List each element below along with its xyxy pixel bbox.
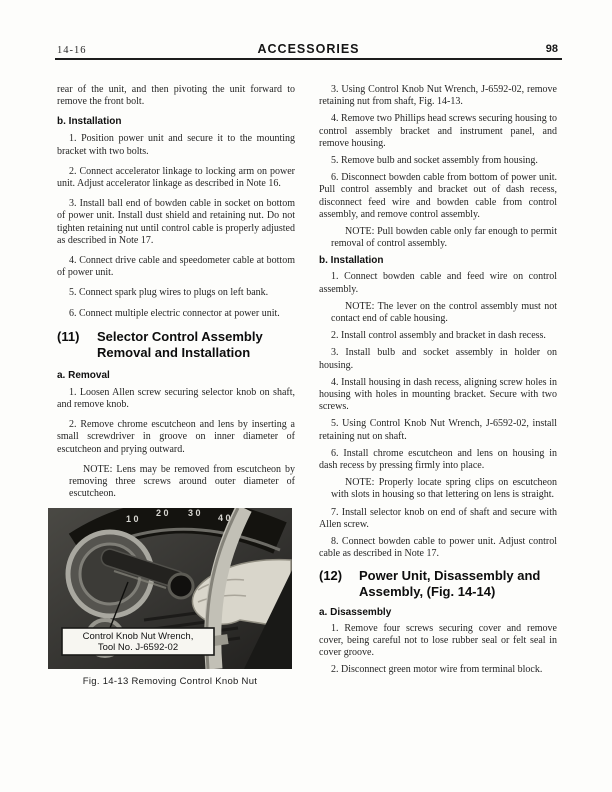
numbered-step: 1. Remove four screws securing cover and remove cover, being careful not to lose rubber seal or felt seal in cover groove. bbox=[319, 622, 557, 658]
numbered-step: 4. Remove two Phillips head screws securing housing to control assembly bracket and instrument panel, and remove housing. bbox=[319, 113, 557, 149]
section-heading-line1: Selector Control Assembly bbox=[97, 328, 263, 344]
subsection-heading: a. Disassembly bbox=[319, 606, 392, 618]
section-heading-number: (11) bbox=[57, 328, 80, 344]
numbered-step: 5. Remove bulb and socket assembly from housing. bbox=[331, 155, 538, 167]
numbered-step: 4. Connect drive cable and speedometer cable at bottom of power unit. bbox=[57, 255, 295, 279]
numbered-step: 3. Using Control Knob Nut Wrench, J-6592-02, remove retaining nut from shaft, Fig. 14-13. bbox=[319, 84, 557, 108]
page-number: 98 bbox=[545, 43, 558, 55]
figure-14-13 bbox=[48, 508, 292, 687]
paragraph: rear of the unit, and then pivoting the unit forward to remove the front bolt. bbox=[57, 84, 295, 108]
numbered-step: 6. Disconnect bowden cable from bottom of power unit. Pull control assembly and bracket out of dash recess, disconnect feed wire and bowden cable from control assembly, and remove control assembly. bbox=[319, 172, 557, 220]
subsection-heading: b. Installation bbox=[319, 255, 384, 267]
numbered-step: 3. Install bulb and socket assembly in holder on housing. bbox=[319, 347, 557, 371]
section-heading-title bbox=[97, 329, 295, 362]
subsection-heading: a. Removal bbox=[57, 369, 110, 381]
running-header bbox=[57, 42, 560, 58]
numbered-step: 5. Connect spark plug wires to plugs on left bank. bbox=[69, 287, 269, 299]
numbered-step: 2. Connect accelerator linkage to locking arm on power unit. Adjust accelerator linkage as described in Note 16. bbox=[57, 165, 295, 190]
numbered-step: 5. Using Control Knob Nut Wrench, J-6592-02, install retaining nut on shaft. bbox=[319, 418, 557, 442]
numbered-step: 2. Install control assembly and bracket in dash recess. bbox=[331, 330, 546, 342]
section-heading bbox=[57, 329, 295, 362]
section-heading-line1: Power Unit, Disassembly and bbox=[359, 567, 541, 583]
note-paragraph: NOTE: Properly locate spring clips on escutcheon with slots in housing so that lettering on lens is straight. bbox=[331, 477, 557, 501]
section-heading-line2: Assembly, (Fig. 14-14) bbox=[359, 584, 496, 599]
numbered-step: 2. Remove chrome escutcheon and lens by inserting a small screwdriver in groove on inner diameter of escutcheon and prying outward. bbox=[57, 419, 295, 455]
two-column-body bbox=[57, 84, 557, 687]
section-number: 14-16 bbox=[57, 45, 87, 56]
numbered-step: 2. Disconnect green motor wire from terminal block. bbox=[331, 664, 543, 676]
numbered-step: 3. Install ball end of bowden cable in socket on bottom of power unit. Install dust shield and retaining nut. Do not tighten retaining nut until control cable is properly adjusted as described in Note 17. bbox=[57, 198, 295, 246]
numbered-step: 4. Install housing in dash recess, aligning screw holes in housing with holes in mounting bracket. Secure with two screws. bbox=[319, 376, 557, 413]
page-title: ACCESSORIES bbox=[257, 42, 360, 56]
section-heading-number: (12) bbox=[319, 567, 343, 583]
numbered-step: 8. Connect bowden cable to power unit. Adjust control cable as described in Note 17. bbox=[319, 536, 557, 560]
svg-text:4 0: 4 0 bbox=[218, 513, 231, 524]
section-heading-title bbox=[359, 568, 557, 601]
figure-caption: Fig. 14-13 Removing Control Knob Nut bbox=[82, 676, 258, 688]
numbered-step: 6. Connect multiple electric connector at power unit. bbox=[69, 307, 280, 319]
numbered-step: 1. Connect bowden cable and feed wire on control assembly. bbox=[319, 271, 557, 295]
section-heading bbox=[319, 568, 557, 601]
photo-label-line2: Tool No. J-6592-02 bbox=[97, 642, 179, 654]
numbered-step: 7. Install selector knob on end of shaft and secure with Allen screw. bbox=[319, 506, 557, 530]
numbered-step: 1. Loosen Allen screw securing selector knob on shaft, and remove knob. bbox=[57, 386, 295, 411]
photo-label-line1: Control Knob Nut Wrench, bbox=[82, 631, 194, 643]
svg-text:3 0: 3 0 bbox=[188, 508, 201, 519]
subsection-heading: b. Installation bbox=[57, 116, 122, 128]
svg-text:2 0: 2 0 bbox=[156, 508, 169, 519]
note-paragraph: NOTE: Lens may be removed from escutcheon by removing three screws around outer diameter of escutcheon. bbox=[69, 463, 295, 500]
left-column bbox=[57, 84, 295, 687]
note-paragraph: NOTE: Pull bowden cable only far enough to permit removal of control assembly. bbox=[331, 226, 557, 250]
numbered-step: 6. Install chrome escutcheon and lens on housing in dash recess by pressing firmly into place. bbox=[319, 447, 557, 472]
numbered-step: 1. Position power unit and secure it to the mounting bracket with two bolts. bbox=[57, 133, 295, 157]
header-rule bbox=[55, 58, 562, 60]
svg-text:1 0: 1 0 bbox=[126, 514, 139, 525]
section-heading-line2: Removal and Installation bbox=[97, 345, 251, 361]
note-paragraph: NOTE: The lever on the control assembly must not contact end of cable housing. bbox=[331, 300, 557, 325]
right-column bbox=[319, 84, 557, 687]
figure-photo bbox=[48, 508, 292, 669]
